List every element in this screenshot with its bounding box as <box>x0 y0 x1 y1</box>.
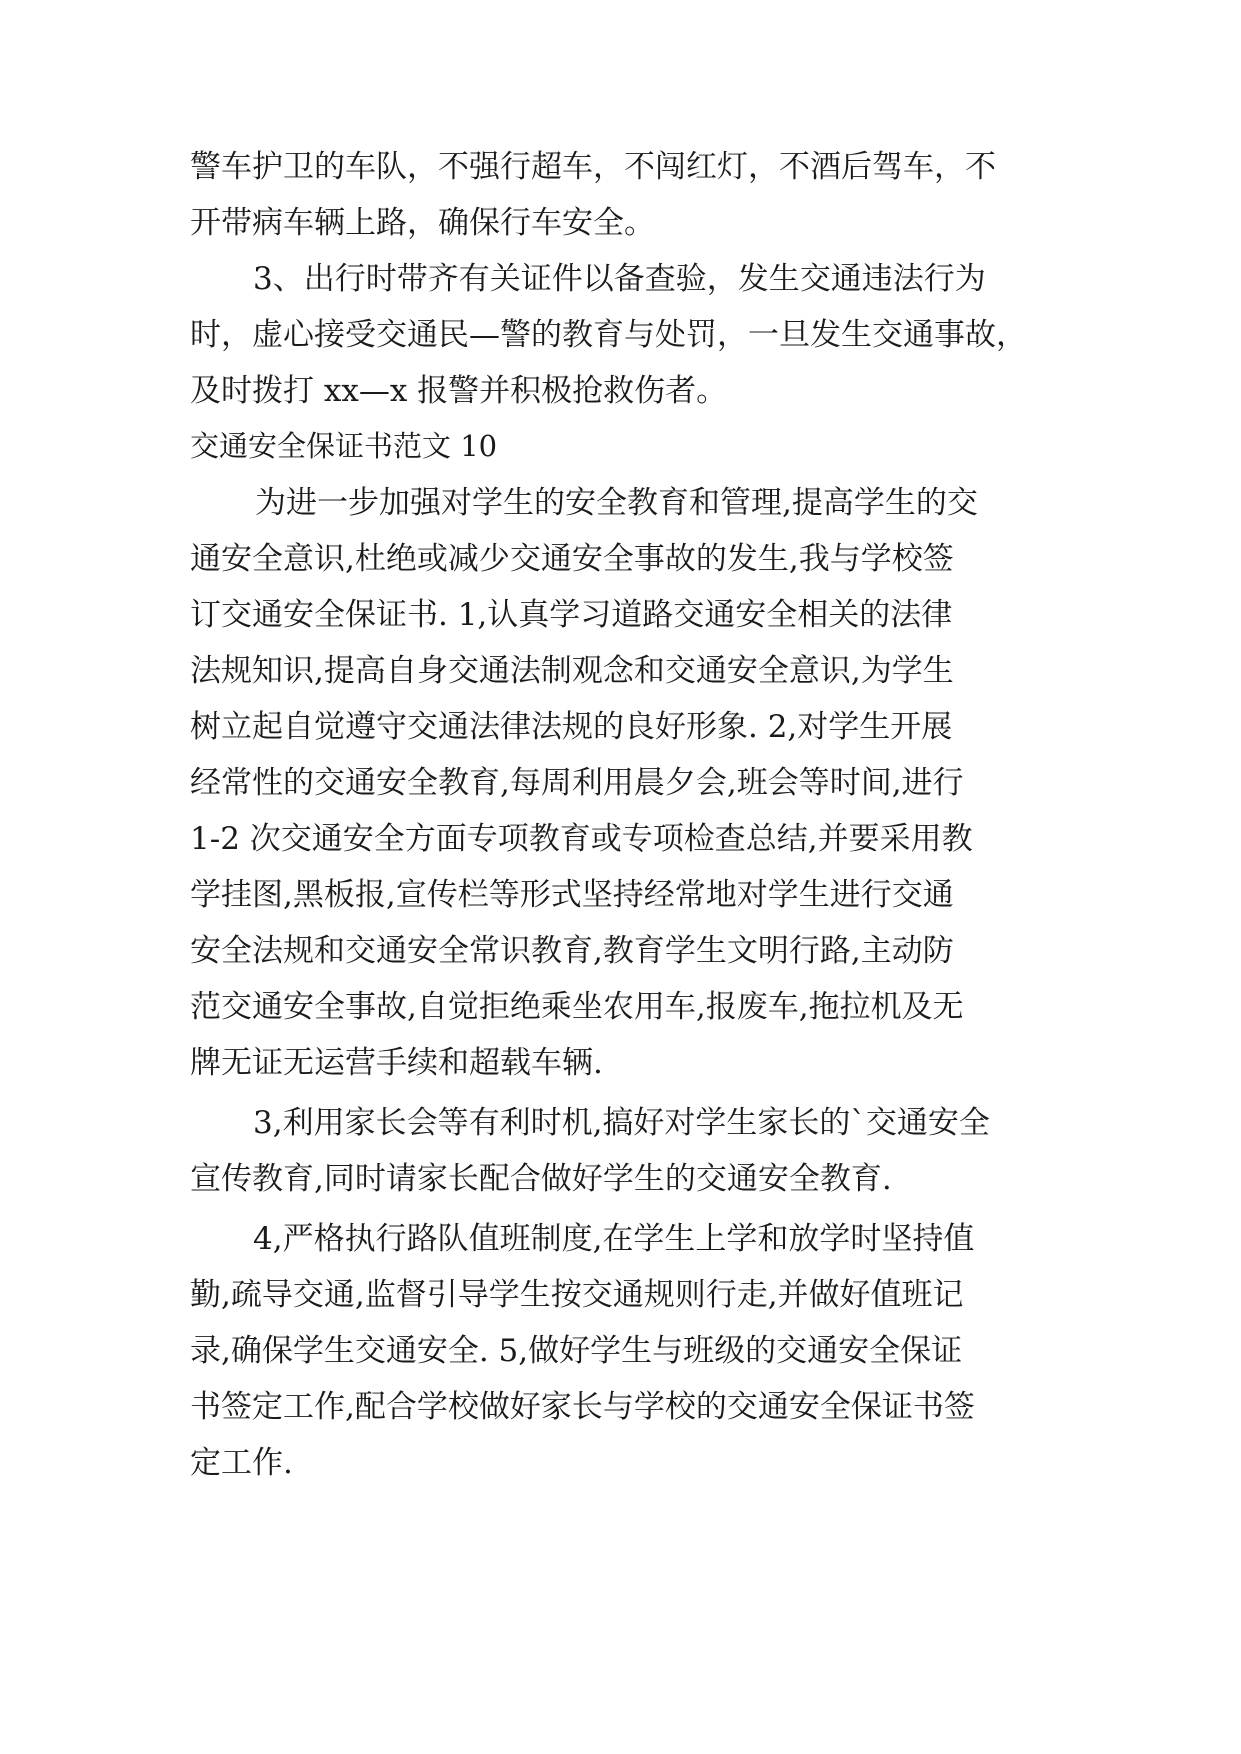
text-line: 范交通安全事故,自觉拒绝乘坐农用车,报废车,拖拉机及无 <box>190 989 964 1025</box>
text-line: 录,确保学生交通安全. 5,做好学生与班级的交通安全保证 <box>190 1333 963 1369</box>
text-line: 经常性的交通安全教育,每周利用晨夕会,班会等时间,进行 <box>190 765 964 801</box>
text-line: 警车护卫的车队，不强行超车，不闯红灯，不酒后驾车，不 <box>190 149 996 185</box>
text-line: 定工作. <box>190 1445 293 1481</box>
text-line: 开带病车辆上路，确保行车安全。 <box>190 205 655 241</box>
text-line: 时，虚心接受交通民—警的教育与处罚，一旦发生交通事故， <box>190 317 1027 353</box>
text-line: 1-2 次交通安全方面专项教育或专项检查总结,并要采用教 <box>190 821 973 857</box>
text-line: 宣传教育,同时请家长配合做好学生的交通安全教育. <box>190 1161 892 1197</box>
text-line: 牌无证无运营手续和超载车辆. <box>190 1045 603 1081</box>
text-line: 勤,疏导交通,监督引导学生按交通规则行走,并做好值班记 <box>190 1277 964 1313</box>
text-line: 为进一步加强对学生的安全教育和管理,提高学生的交 <box>255 485 978 521</box>
text-line: 3、出行时带齐有关证件以备查验，发生交通违法行为 <box>253 261 986 297</box>
text-line: 4,严格执行路队值班制度,在学生上学和放学时坚持值 <box>253 1221 975 1257</box>
text-line: 法规知识,提高自身交通法制观念和交通安全意识,为学生 <box>190 653 954 689</box>
text-line: 学挂图,黑板报,宣传栏等形式坚持经常地对学生进行交通 <box>190 877 954 913</box>
text-line: 书签定工作,配合学校做好家长与学校的交通安全保证书签 <box>190 1389 975 1425</box>
text-line: 及时拨打 xx—x 报警并积极抢救伤者。 <box>190 373 728 409</box>
text-line: 树立起自觉遵守交通法律法规的良好形象. 2,对学生开展 <box>190 709 953 745</box>
text-line: 3,利用家长会等有利时机,搞好对学生家长的`交通安全 <box>253 1105 990 1141</box>
text-line: 安全法规和交通安全常识教育,教育学生文明行路,主动防 <box>190 933 954 969</box>
text-line: 订交通安全保证书. 1,认真学习道路交通安全相关的法律 <box>190 597 953 633</box>
section-heading: 交通安全保证书范文 10 <box>190 429 498 463</box>
text-line: 通安全意识,杜绝或减少交通安全事故的发生,我与学校签 <box>190 541 954 577</box>
